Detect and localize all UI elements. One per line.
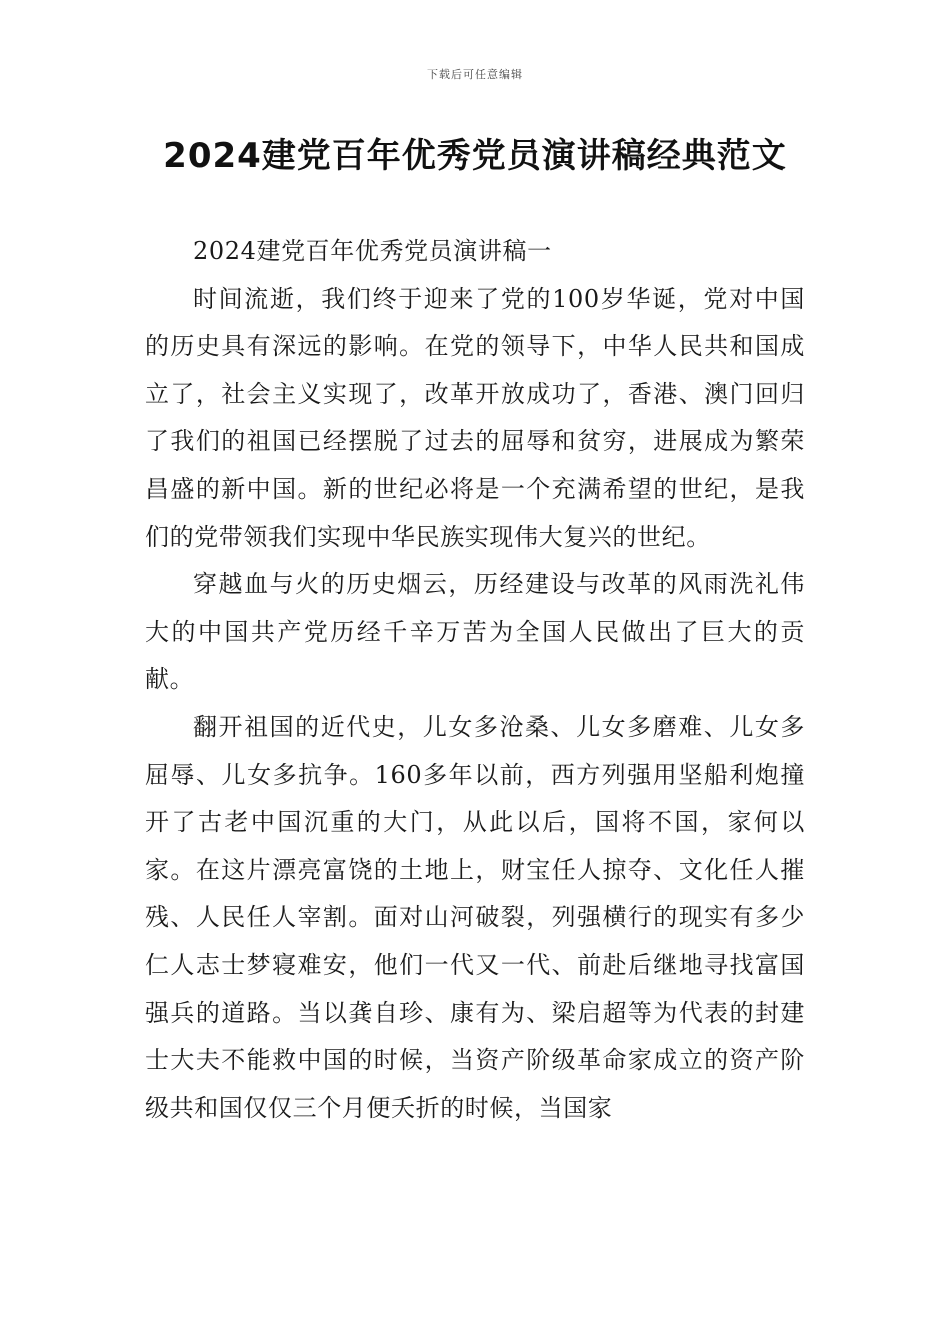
header-note: 下载后可任意编辑 (427, 68, 523, 81)
paragraph: 穿越血与火的历史烟云，历经建设与改革的风雨洗礼伟大的中国共产党历经千辛万苦为全国人民做出了巨大的贡献。 (145, 570, 805, 694)
section-heading: 2024建党百年优秀党员演讲稿一 (193, 237, 552, 265)
document-title: 2024建党百年优秀党员演讲稿经典范文 (163, 136, 787, 176)
paragraph: 时间流逝，我们终于迎来了党的100岁华诞，党对中国的历史具有深远的影响。在党的领导下，中华人民共和国成立了，社会主义实现了，改革开放成功了，香港、澳门回归了我们的祖国已经摆脱了过去的屈辱和贫穷，进展成为繁荣昌盛的新中国。新的世纪必将是一个充满希望的世纪，是我们的党带领我们实现中华民族实现伟大复兴的世纪。 (145, 284, 805, 551)
paragraph: 翻开祖国的近代史，儿女多沧桑、儿女多磨难、儿女多屈辱、儿女多抗争。160多年以前，西方列强用坚船利炮撞开了古老中国沉重的大门，从此以后，国将不国，家何以家。在这片漂亮富饶的土地上，财宝任人掠夺、文化任人摧残、人民任人宰割。面对山河破裂，列强横行的现实有多少仁人志士梦寝难安，他们一代又一代、前赴后继地寻找富国强兵的道路。当以龚自珍、康有为、梁启超等为代表的封建士大夫不能救中国的时候，当资产阶级革命家成立的资产阶级共和国仅仅三个月便夭折的时候，当国家 (145, 712, 805, 1122)
document-body (145, 228, 805, 1132)
